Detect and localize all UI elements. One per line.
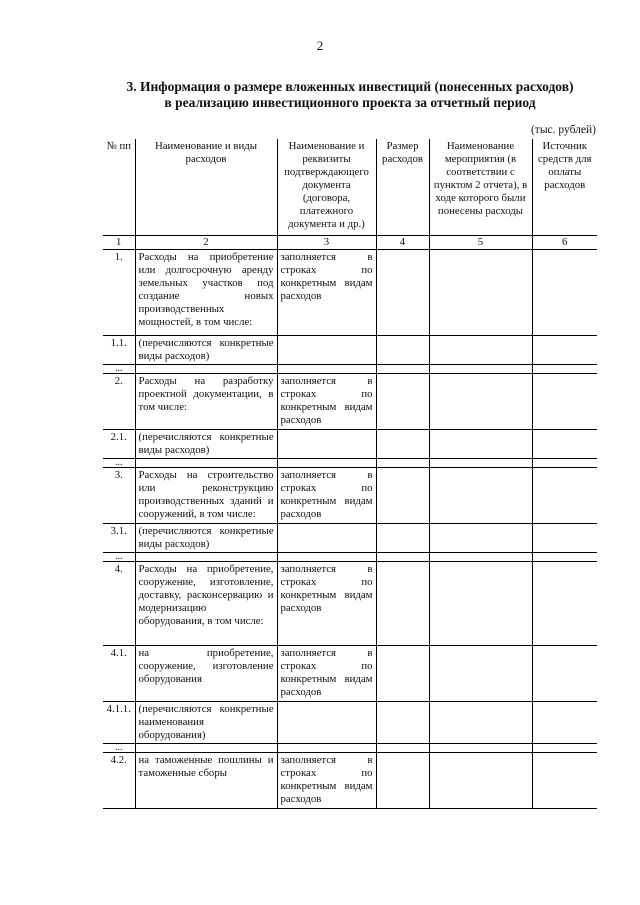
section-title-line-2: в реализацию инвестиционного проекта за отчетный период bbox=[164, 95, 536, 110]
table-row bbox=[103, 365, 597, 374]
amount-cell bbox=[376, 646, 429, 702]
column-index: 5 bbox=[429, 236, 532, 250]
amount-cell bbox=[376, 365, 429, 374]
amount-cell bbox=[376, 336, 429, 365]
column-index: 6 bbox=[532, 236, 597, 250]
source-cell bbox=[532, 430, 597, 459]
activity-cell bbox=[429, 468, 532, 524]
row-number: 2. bbox=[103, 374, 135, 430]
row-number: 3. bbox=[103, 468, 135, 524]
amount-cell bbox=[376, 562, 429, 646]
column-header-document: Наименование и реквизиты подтверждающего документа (договора, платежного документа и др.) bbox=[277, 139, 376, 236]
expense-name: на таможенные пошлины и таможенные сборы bbox=[135, 753, 277, 809]
amount-cell bbox=[376, 459, 429, 468]
page-number: 2 bbox=[316, 38, 324, 53]
source-cell bbox=[532, 753, 597, 809]
table-row bbox=[103, 744, 597, 753]
column-index: 1 bbox=[103, 236, 135, 250]
document-cell bbox=[277, 365, 376, 374]
table-row bbox=[103, 702, 597, 744]
source-cell bbox=[532, 562, 597, 646]
activity-cell bbox=[429, 753, 532, 809]
source-cell bbox=[532, 524, 597, 553]
activity-cell bbox=[429, 365, 532, 374]
source-cell bbox=[532, 374, 597, 430]
activity-cell bbox=[429, 646, 532, 702]
amount-cell bbox=[376, 753, 429, 809]
column-index: 4 bbox=[376, 236, 429, 250]
column-header-name: Наименование и виды расходов bbox=[135, 139, 277, 236]
table-row bbox=[103, 524, 597, 553]
source-cell bbox=[532, 468, 597, 524]
row-number: 1.1. bbox=[103, 336, 135, 365]
table-row bbox=[103, 753, 597, 809]
table-row bbox=[103, 646, 597, 702]
document-cell: заполняется в строках по конкретным видам расходов bbox=[277, 562, 376, 646]
table-row bbox=[103, 374, 597, 430]
amount-cell bbox=[376, 250, 429, 336]
table-row bbox=[103, 562, 597, 646]
activity-cell bbox=[429, 553, 532, 562]
activity-cell bbox=[429, 374, 532, 430]
amount-cell bbox=[376, 524, 429, 553]
expense-name: Расходы на разработку проектной документации, в том числе: bbox=[135, 374, 277, 430]
document-cell: заполняется в строках по конкретным видам расходов bbox=[277, 374, 376, 430]
row-number: 4.2. bbox=[103, 753, 135, 809]
activity-cell bbox=[429, 524, 532, 553]
row-number: 4.1. bbox=[103, 646, 135, 702]
source-cell bbox=[532, 336, 597, 365]
table-row bbox=[103, 430, 597, 459]
table-header-row bbox=[103, 139, 597, 236]
column-index: 3 bbox=[277, 236, 376, 250]
row-number: 3.1. bbox=[103, 524, 135, 553]
activity-cell bbox=[429, 562, 532, 646]
row-number: 1. bbox=[103, 250, 135, 336]
column-index: 2 bbox=[135, 236, 277, 250]
source-cell bbox=[532, 744, 597, 753]
amount-cell bbox=[376, 702, 429, 744]
row-number: ... bbox=[103, 744, 135, 753]
document-cell bbox=[277, 336, 376, 365]
source-cell bbox=[532, 646, 597, 702]
document-cell bbox=[277, 702, 376, 744]
document-cell: заполняется в строках по конкретным видам расходов bbox=[277, 468, 376, 524]
expense-name: на приобретение, сооружение, изготовление оборудования bbox=[135, 646, 277, 702]
expense-name: (перечисляются конкретные виды расходов) bbox=[135, 336, 277, 365]
section-title-line-1: 3. Информация о размере вложенных инвестиций (понесенных расходов) bbox=[126, 79, 574, 94]
expense-name bbox=[135, 365, 277, 374]
document-cell bbox=[277, 524, 376, 553]
document-cell bbox=[277, 553, 376, 562]
column-index-row bbox=[103, 236, 597, 250]
row-number: ... bbox=[103, 365, 135, 374]
table-row bbox=[103, 250, 597, 336]
table-row bbox=[103, 336, 597, 365]
source-cell bbox=[532, 702, 597, 744]
source-cell bbox=[532, 250, 597, 336]
units-note: (тыс. рублей) bbox=[530, 124, 596, 136]
activity-cell bbox=[429, 702, 532, 744]
activity-cell bbox=[429, 336, 532, 365]
amount-cell bbox=[376, 553, 429, 562]
activity-cell bbox=[429, 430, 532, 459]
row-number: ... bbox=[103, 553, 135, 562]
column-header-activity: Наименование мероприятия (в соответствии с пунктом 2 отчета), в ходе которого были понесены расходы bbox=[429, 139, 532, 236]
amount-cell bbox=[376, 744, 429, 753]
section-title bbox=[100, 79, 600, 111]
document-cell bbox=[277, 744, 376, 753]
investment-table bbox=[103, 139, 597, 809]
amount-cell bbox=[376, 468, 429, 524]
document-cell bbox=[277, 430, 376, 459]
source-cell bbox=[532, 365, 597, 374]
table-row bbox=[103, 468, 597, 524]
row-number: 4. bbox=[103, 562, 135, 646]
expense-name: Расходы на строительство или реконструкцию производственных зданий и сооружений, в том числе: bbox=[135, 468, 277, 524]
expense-name: Расходы на приобретение или долгосрочную аренду земельных участков под создание новых производственных мощностей, в том числе: bbox=[135, 250, 277, 336]
expense-name: (перечисляются конкретные наименования оборудования) bbox=[135, 702, 277, 744]
row-number: 4.1.1. bbox=[103, 702, 135, 744]
row-number: 2.1. bbox=[103, 430, 135, 459]
expense-name: (перечисляются конкретные виды расходов) bbox=[135, 524, 277, 553]
expense-name: (перечисляются конкретные виды расходов) bbox=[135, 430, 277, 459]
amount-cell bbox=[376, 374, 429, 430]
table-row bbox=[103, 553, 597, 562]
expense-name bbox=[135, 553, 277, 562]
expense-name: Расходы на приобретение, сооружение, изготовление, доставку, расконсервацию и модернизацию оборудования, в том числе: bbox=[135, 562, 277, 646]
activity-cell bbox=[429, 459, 532, 468]
expense-name bbox=[135, 459, 277, 468]
column-header-num: № пп bbox=[103, 139, 135, 236]
activity-cell bbox=[429, 250, 532, 336]
column-header-amount: Размер расходов bbox=[376, 139, 429, 236]
activity-cell bbox=[429, 744, 532, 753]
table-row bbox=[103, 459, 597, 468]
document-cell: заполняется в строках по конкретным видам расходов bbox=[277, 646, 376, 702]
document-cell: заполняется в строках по конкретным видам расходов bbox=[277, 250, 376, 336]
row-number: ... bbox=[103, 459, 135, 468]
document-cell: заполняется в строках по конкретным видам расходов bbox=[277, 753, 376, 809]
amount-cell bbox=[376, 430, 429, 459]
column-header-source: Источник средств для оплаты расходов bbox=[532, 139, 597, 236]
source-cell bbox=[532, 459, 597, 468]
source-cell bbox=[532, 553, 597, 562]
document-cell bbox=[277, 459, 376, 468]
expense-name bbox=[135, 744, 277, 753]
